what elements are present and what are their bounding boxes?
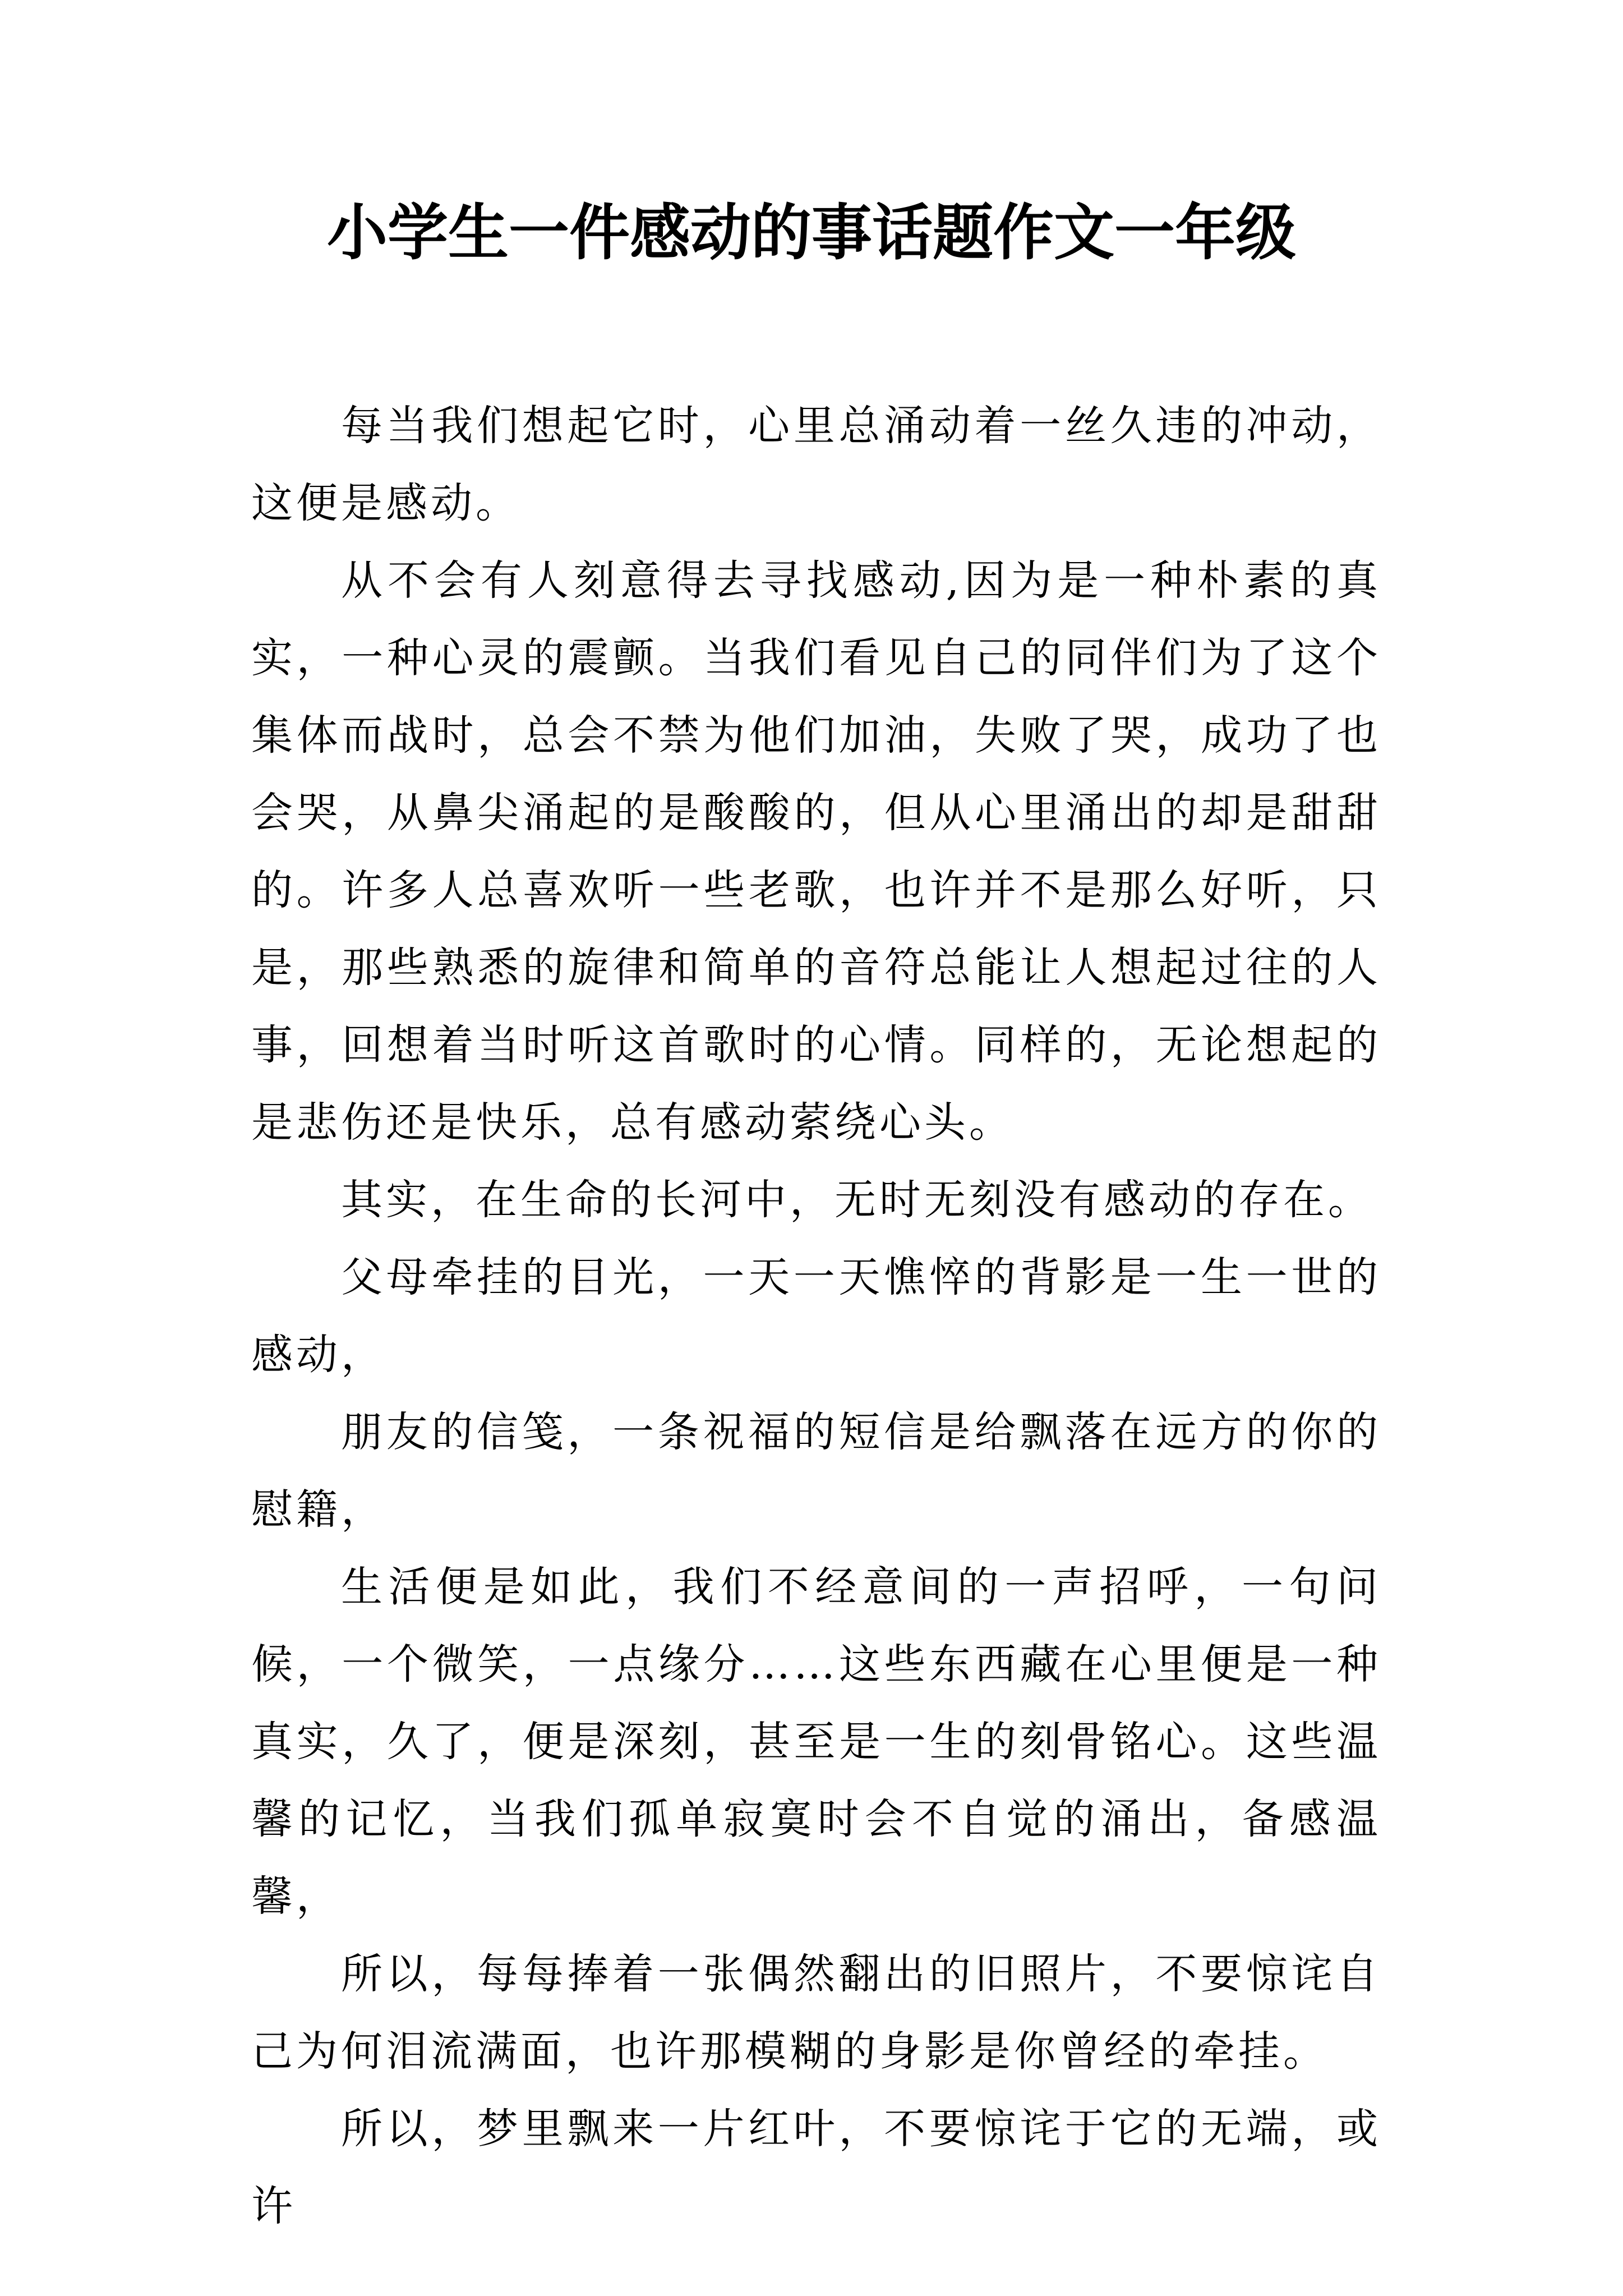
paragraph: 所以，梦里飘来一片红叶，不要惊诧于它的无端，或许	[251, 2105, 1381, 2230]
paragraph: 父母牵挂的目光，一天一天憔悴的背影是一生一世的感动，	[251, 1253, 1381, 1379]
paragraph: 朋友的信笺，一条祝福的短信是给飘落在远方的你的慰籍，	[251, 1408, 1381, 1534]
document-title: 小学生一件感动的事话题作文一年级	[326, 197, 1296, 268]
paragraph: 生活便是如此，我们不经意间的一声招呼，一句问候，一个微笑，一点缘分……这些东西藏在心里便是一种真实，久了，便是深刻，甚至是一生的刻骨铭心。这些温馨的记忆，当我们孤单寂寞时会不自觉的涌出，备感温馨，	[251, 1563, 1381, 1921]
paragraph: 所以，每每捧着一张偶然翻出的旧照片，不要惊诧自己为何泪流满面，也许那模糊的身影是你曾经的牵挂。	[251, 1950, 1381, 2076]
paragraph: 每当我们想起它时，心里总涌动着一丝久违的冲动，这便是感动。	[251, 402, 1381, 527]
paragraph: 从不会有人刻意得去寻找感动,因为是一种朴素的真实，一种心灵的震颤。当我们看见自己的同伴们为了这个集体而战时，总会不禁为他们加油，失败了哭，成功了也会哭，从鼻尖涌起的是酸酸的，但从心里涌出的却是甜甜的。许多人总喜欢听一些老歌，也许并不是那么好听，只是，那些熟悉的旋律和简单的音符总能让人想起过往的人事，回想着当时听这首歌时的心情。同样的，无论想起的是悲伤还是快乐，总有感动萦绕心头。	[251, 556, 1381, 1147]
paragraph: 其实，在生命的长河中，无时无刻没有感动的存在。	[341, 1176, 1373, 1224]
document-body	[251, 387, 1381, 2245]
